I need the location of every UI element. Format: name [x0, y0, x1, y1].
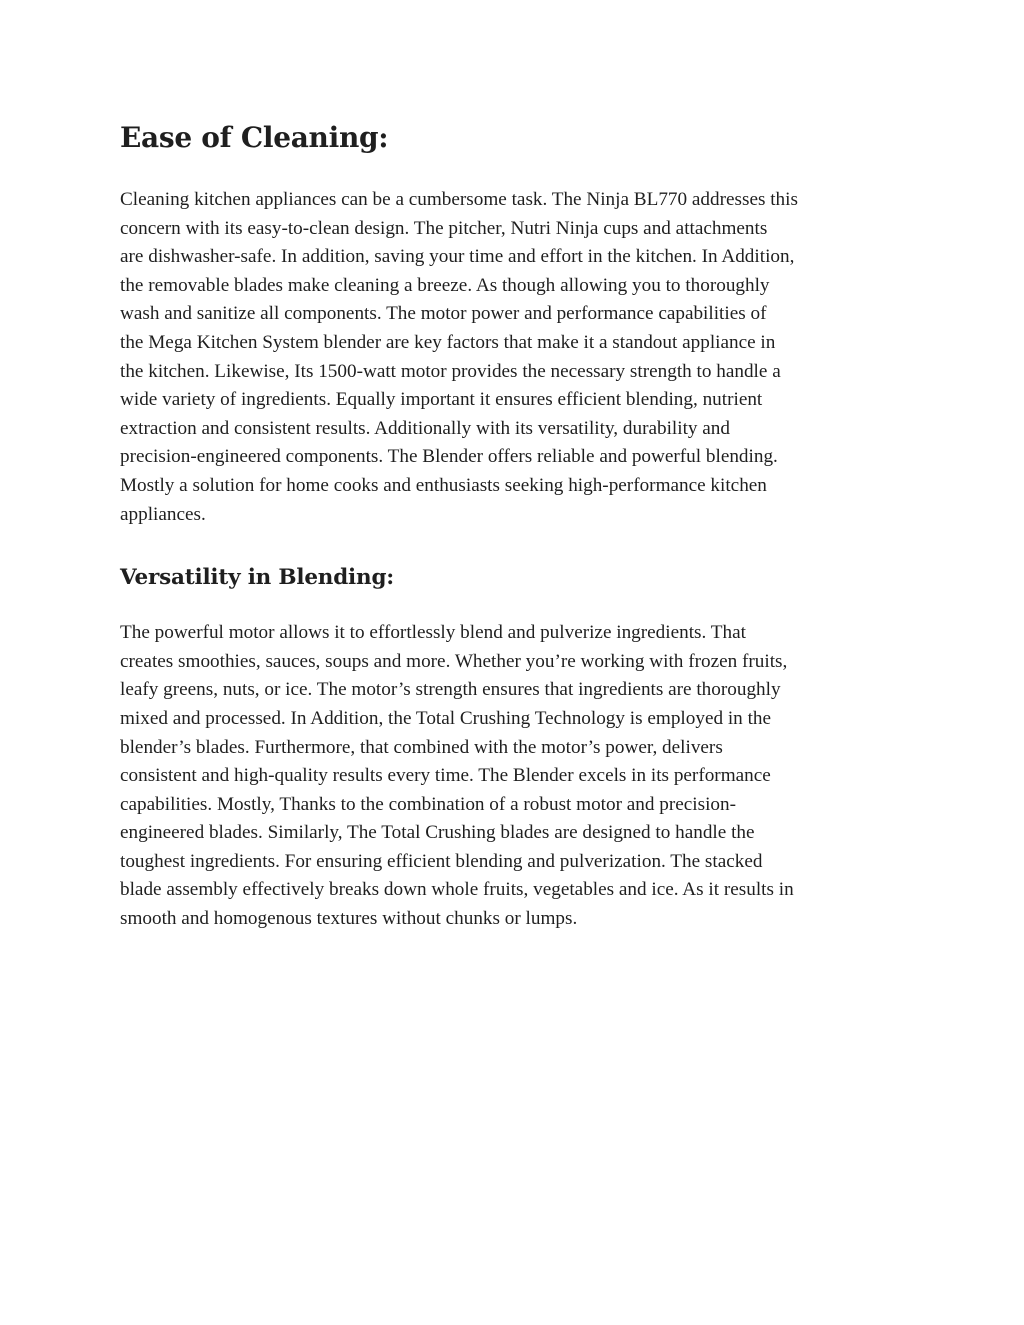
text-line: mixed and processed. In Addition, the Total Crushing Technology is employed in the	[120, 707, 772, 729]
text-line: wide variety of ingredients. Equally important it ensures efficient blending, nutrient	[120, 389, 763, 411]
text-line: The powerful motor allows it to effortlessly blend and pulverize ingredients. That	[120, 622, 746, 644]
text-line: leafy greens, nuts, or ice. The motor’s strength ensures that ingredients are thoroughly	[120, 679, 781, 701]
text-line: are dishwasher-safe. In addition, saving your time and effort in the kitchen. In Addition,	[120, 246, 795, 268]
section-heading-ease-of-cleaning: Ease of Cleaning:	[120, 121, 389, 154]
text-line: toughest ingredients. For ensuring efficient blending and pulverization. The stacked	[120, 850, 763, 872]
text-line: extraction and consistent results. Additionally with its versatility, durability and	[120, 417, 730, 439]
text-line: capabilities. Mostly, Thanks to the combination of a robust motor and precision-	[120, 793, 737, 815]
text-line: smooth and homogenous textures without chunks or lumps.	[120, 908, 578, 930]
section-heading-versatility-in-blending: Versatility in Blending:	[120, 565, 395, 591]
text-line: precision-engineered components. The Blender offers reliable and powerful blending.	[120, 446, 778, 468]
text-line: the removable blades make cleaning a breeze. As though allowing you to thoroughly	[120, 274, 770, 296]
paragraph-versatility-in-blending	[120, 619, 910, 934]
text-line: concern with its easy-to-clean design. The pitcher, Nutri Ninja cups and attachments	[120, 217, 768, 239]
text-line: Cleaning kitchen appliances can be a cumbersome task. The Ninja BL770 addresses this	[120, 189, 798, 210]
document-body	[120, 118, 910, 934]
text-line: engineered blades. Similarly, The Total Crushing blades are designed to handle the	[120, 822, 755, 844]
text-line: creates smoothies, sauces, soups and more. Whether you’re working with frozen fruits,	[120, 650, 788, 672]
text-line: Mostly a solution for home cooks and enthusiasts seeking high-performance kitchen	[120, 474, 767, 496]
text-line: appliances.	[120, 503, 206, 525]
text-line: blender’s blades. Furthermore, that combined with the motor’s power, delivers	[120, 736, 723, 758]
text-line: wash and sanitize all components. The motor power and performance capabilities of	[120, 303, 767, 325]
paragraph-ease-of-cleaning	[120, 186, 910, 529]
text-line: blade assembly effectively breaks down whole fruits, vegetables and ice. As it results in	[120, 879, 794, 901]
text-line: consistent and high-quality results every time. The Blender excels in its performance	[120, 765, 771, 787]
text-line: the Mega Kitchen System blender are key factors that make it a standout appliance in	[120, 331, 776, 353]
text-line: the kitchen. Likewise, Its 1500-watt motor provides the necessary strength to handle a	[120, 360, 781, 382]
